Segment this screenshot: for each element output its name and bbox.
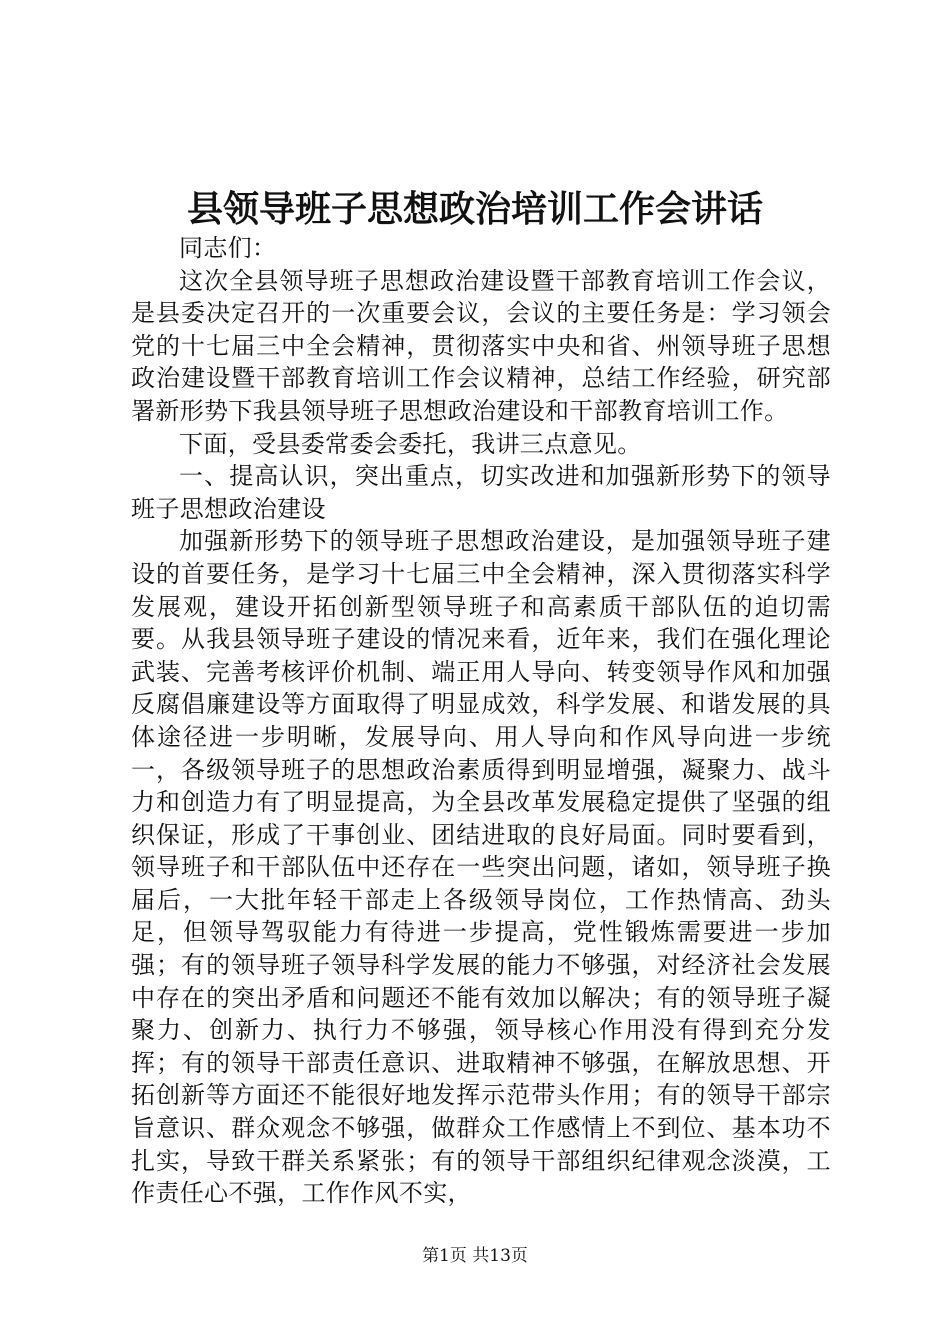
opening-paragraph: 这次全县领导班子思想政治建设暨干部教育培训工作会议，是县委决定召开的一次重要会议，会议的主要任务是：学习领会党的十七届三中全会精神，贯彻落实中央和省、州领导班子思想政治建设暨干部教育培训工作会议精神，总结工作经验，研究部署新形势下我县领导班子思想政治建设和干部教育培训工作。	[131, 266, 831, 425]
document-body	[131, 232, 831, 1210]
section-heading-1: 一、提高认识，突出重点，切实改进和加强新形势下的领导班子思想政治建设	[131, 462, 831, 523]
body-paragraph: 加强新形势下的领导班子思想政治建设，是加强领导班子建设的首要任务，是学习十七届三中全会精神，深入贯彻落实科学发展观，建设开拓创新型领导班子和高素质干部队伍的迫切需要。从我县领导班子建设的情况来看，近年来，我们在强化理论武装、完善考核评价机制、端正用人导向、转变领导作风和加强反腐倡廉建设等方面取得了明显成效，科学发展、和谐发展的具体途径进一步明晰，发展导向、用人导向和作风导向进一步统一，各级领导班子的思想政治素质得到明显增强，凝聚力、战斗力和创造力有了明显提高，为全县改革发展稳定提供了坚强的组织保证，形成了干事创业、团结进取的良好局面。同时要看到，领导班子和干部队伍中还存在一些突出问题，诸如，领导班子换届后，一大批年轻干部走上各级领导岗位，工作热情高、劲头足，但领导驾驭能力有待进一步提高，党性锻炼需要进一步加强；有的领导班子领导科学发展的能力不够强，对经济社会发展中存在的突出矛盾和问题还不能有效加以解决；有的领导班子凝聚力、创新力、执行力不够强，领导核心作用没有得到充分发挥；有的领导干部责任意识、进取精神不够强，在解放思想、开拓创新等方面还不能很好地发挥示范带头作用；有的领导干部宗旨意识、群众观念不够强，做群众工作感情上不到位、基本功不扎实，导致干群关系紧张；有的领导干部组织纪律观念淡漠，工作责任心不强，工作作风不实，	[131, 527, 831, 1208]
document-title: 县领导班子思想政治培训工作会讲话	[186, 188, 763, 230]
intro-paragraph: 下面，受县委常委会委托，我讲三点意见。	[179, 429, 642, 458]
salutation-paragraph: 同志们：	[179, 234, 277, 262]
page-number-footer: 第1页 共13页	[422, 1246, 528, 1266]
